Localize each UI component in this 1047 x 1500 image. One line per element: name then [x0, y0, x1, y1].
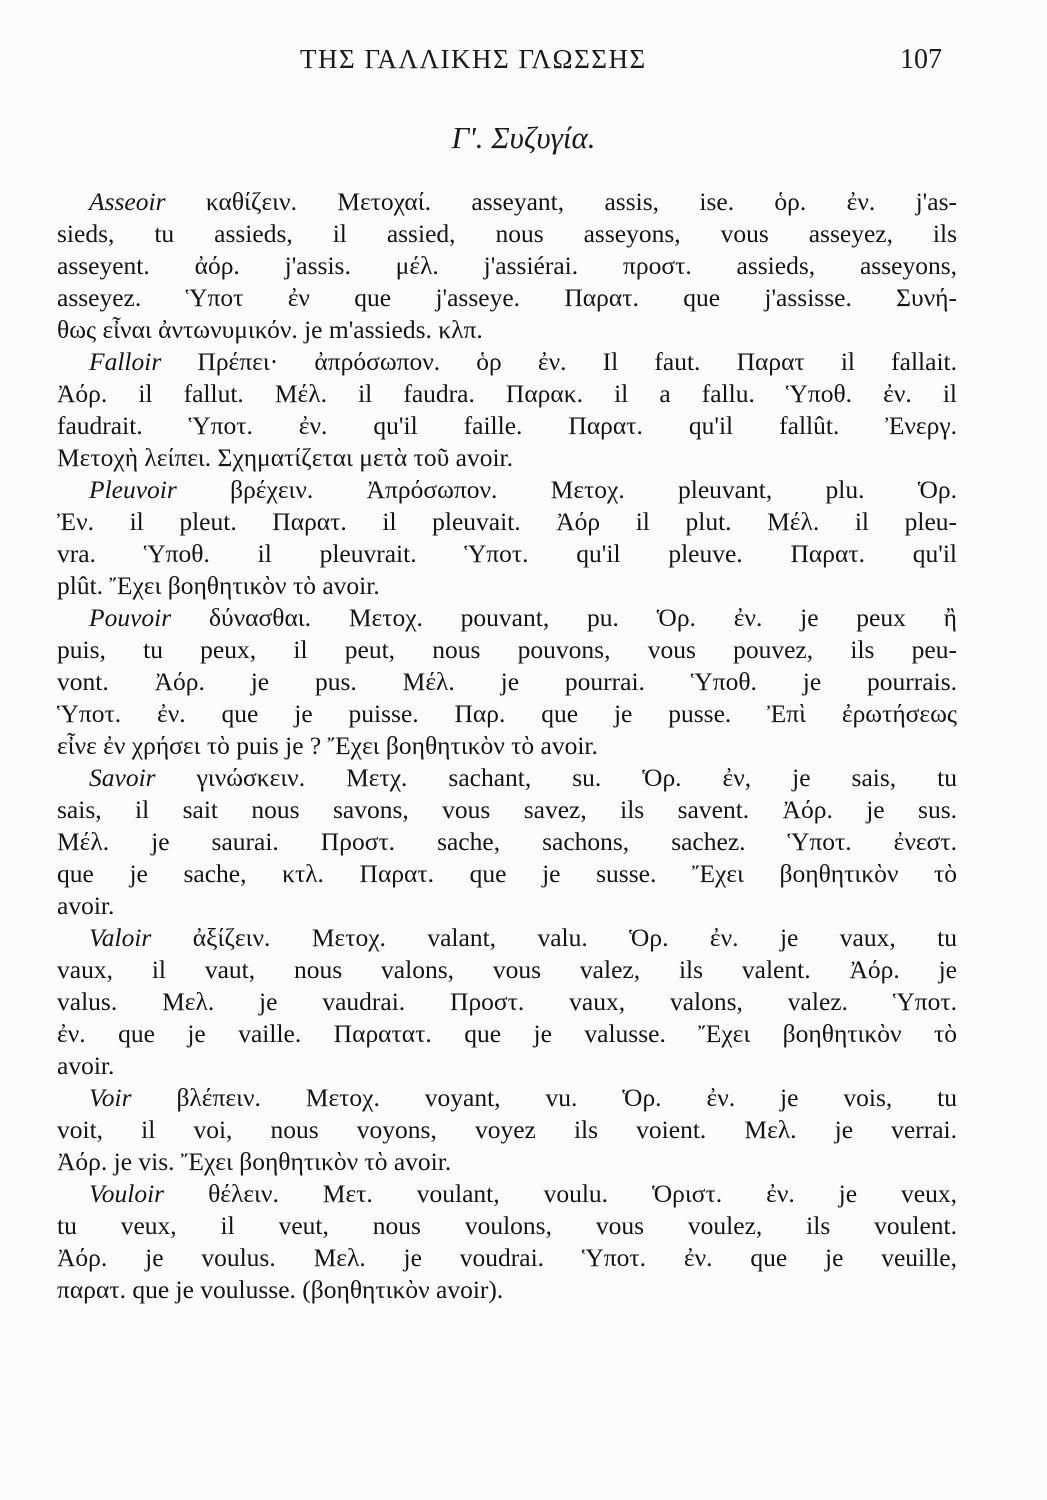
line-text: γινώσκειν. Μετχ. sachant, su. Ὁρ. ἐν, je sais, tu: [196, 763, 957, 792]
entry-falloir: [57, 346, 957, 474]
text-line: Ὑποτ. ἐν. que je puisse. Παρ. que je pusse. Ἐπὶ ἐρωτήσεως: [57, 699, 957, 728]
text-line: Ἐν. il pleut. Παρατ. il pleuvait. Ἀόρ il plut. Μέλ. il pleu-: [57, 507, 957, 536]
line-text: καθίζειν. Μετοχαί. asseyant, assis, ise. ὁρ. ἐν. j'as-: [205, 187, 957, 216]
line-text: δύνασθαι. Μετοχ. pouvant, pu. Ὁρ. ἐν. je peux ἢ: [208, 603, 957, 632]
text-line: plût. Ἔχει βοηθητικὸν τὸ avoir.: [57, 571, 380, 600]
entry-valoir: [57, 922, 957, 1082]
text-line: Ἀόρ. il fallut. Μέλ. il faudra. Παρακ. il a fallu. Ὑποθ. ἐν. il: [57, 379, 957, 408]
text-line: vra. Ὑποθ. il pleuvrait. Ὑποτ. qu'il pleuve. Παρατ. qu'il: [57, 539, 957, 568]
text-line: Ἀόρ. je voulus. Μελ. je voudrai. Ὑποτ. ἐν. que je veuille,: [57, 1243, 957, 1272]
entry-pleuvoir: [57, 474, 957, 602]
text-line: valus. Μελ. je vaudrai. Προστ. vaux, valons, valez. Ὑποτ.: [57, 987, 957, 1016]
entry-voir: [57, 1082, 957, 1178]
text-line: Ἀόρ. je vis. Ἔχει βοηθητικὸν τὸ avoir.: [57, 1147, 452, 1176]
text-line: [57, 602, 957, 634]
text-line: παρατ. que je voulusse. (βοηθητικὸν avoir).: [57, 1275, 504, 1304]
line-text: ἀξίζειν. Μετοχ. valant, valu. Ὁρ. ἐν. je vaux, tu: [192, 923, 957, 952]
headword: Valoir: [89, 923, 152, 952]
text-line: tu veux, il veut, nous voulons, vous voulez, ils voulent.: [57, 1211, 957, 1240]
headword: Asseoir: [89, 187, 166, 216]
headword: Falloir: [89, 347, 162, 376]
headword: Savoir: [89, 763, 156, 792]
text-line: ἐν. que je vaille. Παρατατ. que je valusse. Ἔχει βοηθητικὸν τὸ: [57, 1019, 957, 1048]
text-line: [57, 1082, 957, 1114]
text-line: que je sache, κτλ. Παρατ. que je susse. Ἔχει βοηθητικὸν τὸ: [57, 859, 957, 888]
text-line: [57, 762, 957, 794]
text-line: sieds, tu assieds, il assied, nous asseyons, vous asseyez, ils: [57, 219, 957, 248]
text-line: [57, 922, 957, 954]
entry-asseoir: [57, 186, 957, 346]
text-line: Μέλ. je saurai. Προστ. sache, sachons, sachez. Ὑποτ. ἐνεστ.: [57, 827, 957, 856]
text-line: puis, tu peux, il peut, nous pouvons, vous pouvez, ils peu-: [57, 635, 957, 664]
text-line: asseyez. Ὑποτ ἐν que j'asseye. Παρατ. que j'assisse. Συνή-: [57, 283, 957, 312]
text-line: vaux, il vaut, nous valons, vous valez, ils valent. Ἀόρ. je: [57, 955, 957, 984]
text-line: avoir.: [57, 891, 115, 920]
line-text: βλέπειν. Μετοχ. voyant, vu. Ὁρ. ἐν. je vois, tu: [176, 1083, 957, 1112]
text-line: vont. Ἀόρ. je pus. Μέλ. je pourrai. Ὑποθ. je pourrais.: [57, 667, 957, 696]
text-line: [57, 1178, 957, 1210]
text-line: [57, 186, 957, 218]
line-text: βρέχειν. Ἀπρόσωπον. Μετοχ. pleuvant, plu. Ὁρ.: [230, 475, 957, 504]
text-line: εἶνε ἐν χρήσει τὸ puis je ? Ἔχει βοηθητικὸν τὸ avoir.: [57, 731, 598, 760]
entry-vouloir: [57, 1178, 957, 1306]
text-line: sais, il sait nous savons, vous savez, ils savent. Ἀόρ. je sus.: [57, 795, 957, 824]
headword: Voir: [89, 1083, 132, 1112]
text-line: avoir.: [57, 1051, 115, 1080]
running-head: [0, 44, 1047, 84]
text-line: [57, 474, 957, 506]
text-line: voit, il voi, nous voyons, voyez ils voient. Μελ. je verrai.: [57, 1115, 957, 1144]
section-title: Γ'. Συζυγία.: [451, 120, 596, 155]
text-line: Μετοχὴ λείπει. Σχηματίζεται μετὰ τοῦ avoir.: [57, 443, 513, 472]
headword: Pouvoir: [89, 603, 172, 632]
text-line: [57, 346, 957, 378]
text-line: θως εἶναι ἀντωνυμικόν. je m'assieds. κλπ.: [57, 315, 483, 344]
entry-pouvoir: [57, 602, 957, 762]
page-number: 107: [900, 44, 942, 75]
headword: Vouloir: [89, 1179, 165, 1208]
running-title: ΤΗΣ ΓΑΛΛΙΚΗΣ ΓΛΩΣΣΗΣ: [300, 44, 647, 74]
text-line: asseyent. ἀόρ. j'assis. μέλ. j'assiérai. προστ. assieds, asseyons,: [57, 251, 957, 280]
headword: Pleuvoir: [89, 475, 177, 504]
line-text: Πρέπει· ἀπρόσωπον. ὁρ ἐν. Il faut. Παρατ il fallait.: [197, 347, 957, 376]
text-line: faudrait. Ὑποτ. ἐν. qu'il faille. Παρατ. qu'il fallût. Ἐνεργ.: [57, 411, 957, 440]
line-text: θέλειν. Μετ. voulant, voulu. Ὁριστ. ἐν. je veux,: [208, 1179, 957, 1208]
entry-savoir: [57, 762, 957, 922]
conjugation-text: [57, 186, 957, 1306]
